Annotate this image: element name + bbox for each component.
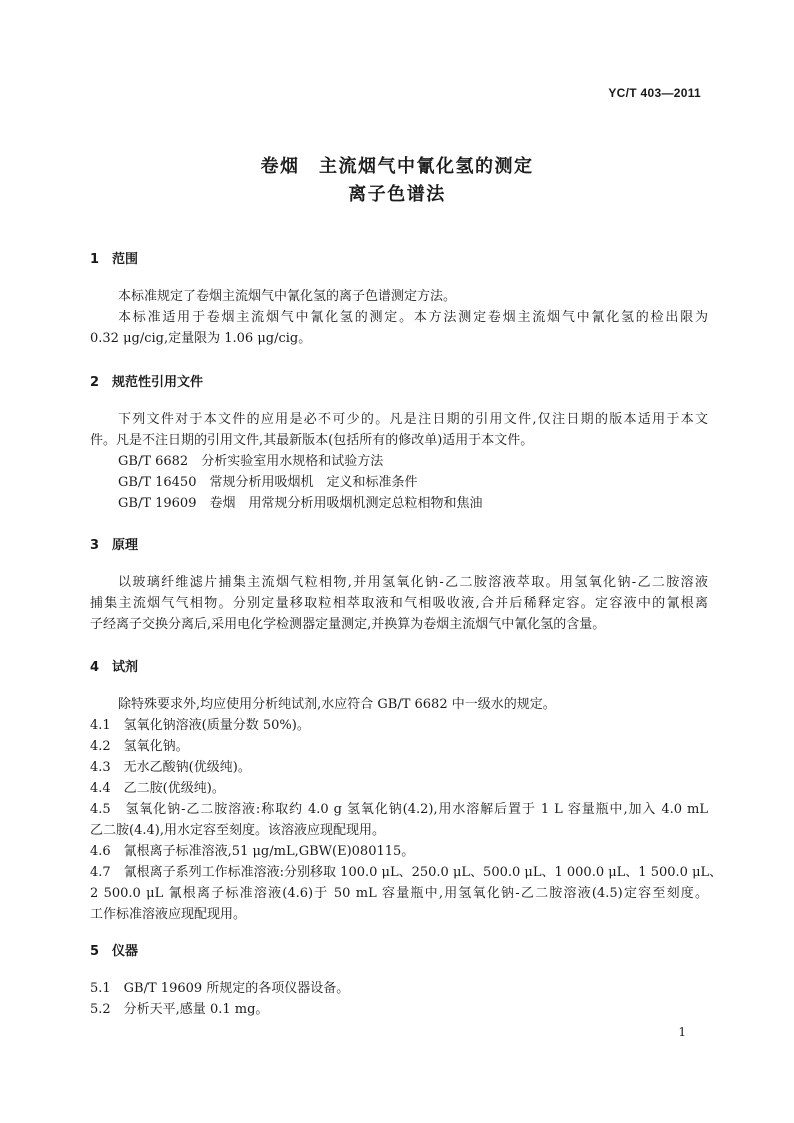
section-heading-apparatus — [90, 940, 138, 959]
reagent-item-continued: 工作标准溶液应现配现用。 — [90, 907, 247, 922]
standard-code: YC/T 403—2011 — [608, 86, 701, 100]
section-body-apparatus — [90, 978, 708, 1020]
paragraph-line: 下列文件对于本文件的应用是必不可少的。凡是注日期的引用文件,仅注日期的版本适用于本文 — [118, 412, 708, 427]
section-number: 4 — [90, 660, 100, 675]
apparatus-item: 5.2 分析天平,感量 0.1 mg。 — [90, 1002, 269, 1017]
section-body-reagents — [90, 694, 723, 925]
reagent-item: 4.5 氢氧化钠-乙二胺溶液:称取约 4.0 g 氢氧化钠(4.2),用水溶解后置于 1 L 容量瓶中,加入 4.0 mL — [90, 802, 708, 817]
reference-item: GB/T 16450 常规分析用吸烟机 定义和标准条件 — [118, 475, 418, 490]
paragraph-line: 捕集主流烟气气相物。分别定量移取粒相萃取液和气相吸收液,合并后稀释定容。定容液中的氰根离 — [90, 596, 708, 611]
document-title: 卷烟 主流烟气中氰化氢的测定 — [260, 156, 534, 177]
reagent-item: 4.7 氰根离子系列工作标准溶液:分别移取 100.0 μL、250.0 μL、500.0 μL、1 000.0 μL、1 500.0 μL、 — [90, 865, 723, 880]
reagent-item: 4.6 氰根离子标准溶液,51 μg/mL,GBW(E)080115。 — [90, 844, 415, 859]
section-heading-principle — [90, 534, 138, 553]
section-body-scope — [90, 286, 708, 349]
reference-item: GB/T 19609 卷烟 用常规分析用吸烟机测定总粒相物和焦油 — [118, 496, 483, 511]
reagent-item: 4.2 氢氧化钠。 — [90, 739, 189, 754]
paragraph-line: 除特殊要求外,均应使用分析纯试剂,水应符合 GB/T 6682 中一级水的规定。 — [118, 697, 556, 712]
paragraph-line: 本标准适用于卷烟主流烟气中氰化氢的测定。本方法测定卷烟主流烟气中氰化氢的检出限为 — [118, 310, 708, 325]
section-heading-scope — [90, 248, 138, 267]
paragraph-line: 本标准规定了卷烟主流烟气中氰化氢的离子色谱测定方法。 — [118, 289, 457, 304]
reagent-item: 4.3 无水乙酸钠(优级纯)。 — [90, 760, 251, 775]
section-number: 1 — [90, 252, 100, 267]
section-number: 3 — [90, 538, 100, 553]
document-subtitle: 离子色谱法 — [348, 184, 446, 205]
reagent-item: 4.1 氢氧化钠溶液(质量分数 50%)。 — [90, 718, 310, 733]
section-title: 范围 — [112, 252, 139, 267]
section-number: 5 — [90, 944, 100, 959]
section-heading-normative-references — [90, 371, 203, 390]
section-title: 试剂 — [112, 660, 139, 675]
section-heading-reagents — [90, 656, 138, 675]
paragraph-line: 件。凡是不注日期的引用文件,其最新版本(包括所有的修改单)适用于本文件。 — [90, 433, 534, 448]
paragraph-line: 0.32 μg/cig,定量限为 1.06 μg/cig。 — [90, 331, 312, 346]
section-title: 规范性引用文件 — [112, 375, 204, 390]
section-body-principle — [90, 572, 708, 635]
reference-item: GB/T 6682 分析实验室用水规格和试验方法 — [118, 454, 384, 469]
paragraph-line: 子经离子交换分离后,采用电化学检测器定量测定,并换算为卷烟主流烟气中氰化氢的含量。 — [90, 617, 606, 632]
reagent-item: 4.4 乙二胺(优级纯)。 — [90, 781, 225, 796]
paragraph-line: 以玻璃纤维滤片捕集主流烟气粒相物,并用氢氧化钠-乙二胺溶液萃取。用氢氧化钠-乙二胺溶液 — [118, 575, 708, 590]
section-number: 2 — [90, 375, 100, 390]
section-body-normative-references — [90, 409, 708, 514]
apparatus-item: 5.1 GB/T 19609 所规定的各项仪器设备。 — [90, 981, 350, 996]
reagent-item-continued: 2 500.0 μL 氰根离子标准溶液(4.6)于 50 mL 容量瓶中,用氢氧化钠-乙二胺溶液(4.5)定容至刻度。 — [90, 886, 708, 901]
reagent-item-continued: 乙二胺(4.4),用水定容至刻度。该溶液应现配现用。 — [90, 823, 385, 838]
section-title: 仪器 — [112, 944, 139, 959]
section-title: 原理 — [112, 538, 139, 553]
page-number: 1 — [678, 1025, 686, 1039]
